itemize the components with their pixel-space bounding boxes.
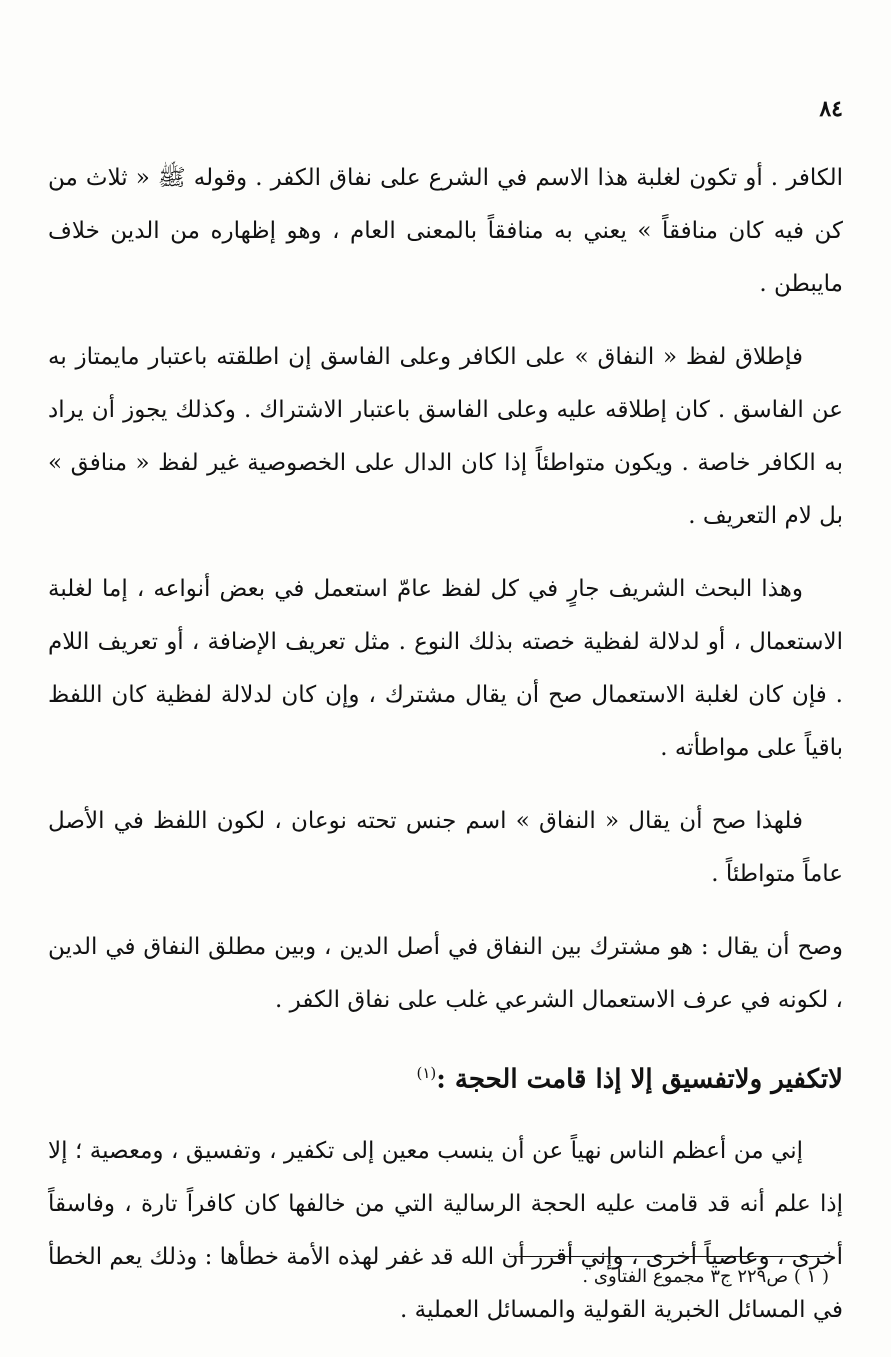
page-number: ٨٤ (819, 96, 843, 122)
page-body (48, 152, 843, 1357)
footnote-divider (509, 1256, 829, 1257)
paragraph-5: وصح أن يقال : هو مشترك بين النفاق في أصل الدين ، وبين مطلق النفاق في الدين ، لكونه في عرف الاستعمال الشرعي غلب على نفاق الكفر . (48, 934, 843, 1013)
paragraph-2: فإطلاق لفظ « النفاق » على الكافر وعلى الفاسق إن اطلقته باعتبار مايمتاز به عن الفاسق . كان إطلاقه عليه وعلى الفاسق باعتبار الاشتراك . وكذلك يجوز أن يراد به الكافر خاصة . ويكون متواطئاً إذا كان الدال على الخصوصية غير لفظ « منافق » بل لام التعريف . (48, 344, 843, 529)
paragraph-1: الكافر . أو تكون لغلبة هذا الاسم في الشرع على نفاق الكفر . وقوله ﷺ « ثلاث من كن فيه كان منافقاً » يعني به منافقاً بالمعنى العام ، وهو إظهاره من الدين خلاف مايبطن . (48, 165, 843, 297)
paragraph-3: وهذا البحث الشريف جارٍ في كل لفظ عامّ استعمل في بعض أنواعه ، إما لغلبة الاستعمال ، أو لدلالة لفظية خصته بذلك النوع . مثل تعريف الإضافة ، أو تعريف اللام . فإن كان لغلبة الاستعمال صح أن يقال مشترك ، وإن كان لدلالة لفظية كان اللفظ باقياً على مواطأته . (48, 576, 843, 761)
footnote: ( ١ ) ص٢٢٩ ج٣ مجموع الفتاوى . (582, 1266, 829, 1287)
section-heading-text: لاتكفير ولاتفسيق إلا إذا قامت الحجة : (436, 1064, 843, 1095)
paragraph-6: إني من أعظم الناس نهياً عن أن ينسب معين إلى تكفير ، وتفسيق ، ومعصية ؛ إلا إذا علم أنه قد قامت عليه الحجة الرسالية التي من خالفها كان كافراً تارة ، وفاسقاً أخرى ، وعاصياً أخرى ، وإني أقرر أن الله قد غفر لهذه الأمة خطأها : وذلك يعم الخطأ في المسائل الخبرية القولية والمسائل العملية . (48, 1137, 843, 1323)
footnote-reference[interactable]: (١) (416, 1064, 437, 1082)
paragraph-4: فلهذا صح أن يقال « النفاق » اسم جنس تحته نوعان ، لكون اللفظ في الأصل عاماً متواطئاً . (48, 808, 843, 887)
section-heading (48, 1047, 843, 1107)
